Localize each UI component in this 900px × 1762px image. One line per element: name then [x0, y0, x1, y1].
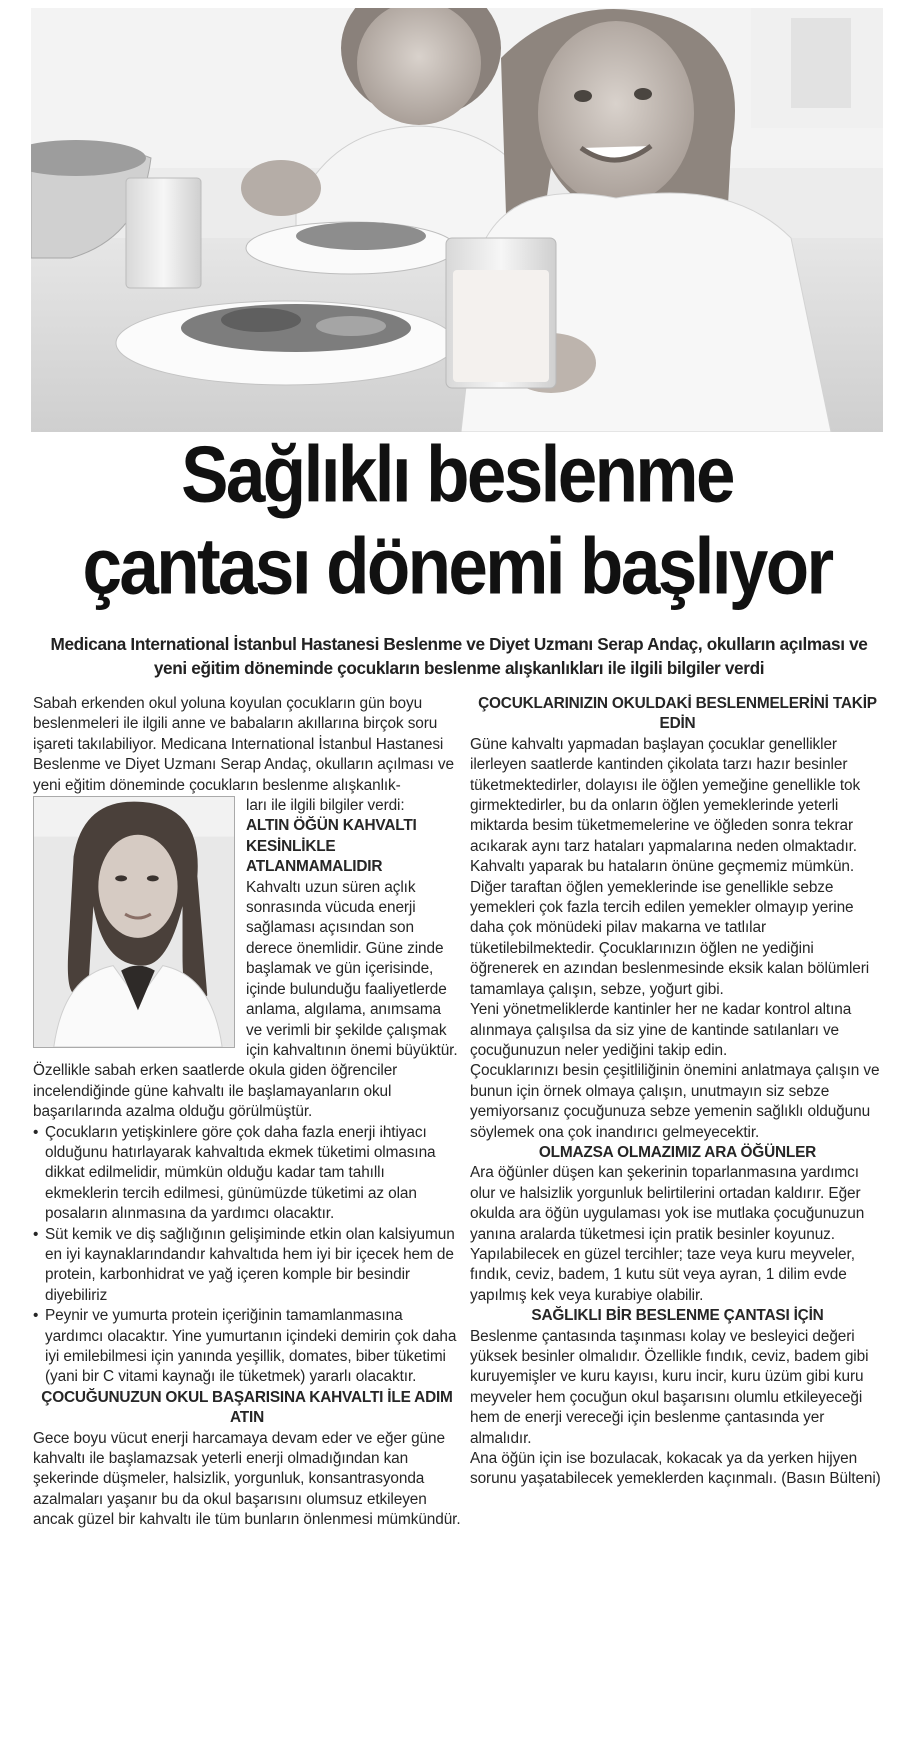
bullet-item-milk: [33, 1225, 461, 1307]
section-heading-lunchbox: SAĞLIKLI BİR BESLENME ÇANTASI İÇİN: [531, 1307, 824, 1325]
article-headline: [31, 430, 883, 614]
bullet-icon: •: [33, 1307, 39, 1325]
bullet-text: Peynir ve yumurta protein içeriğinin tamamlanmasına yardımcı olacaktır. Yine yumurtanın içindeki demirin çok daha iyi emilebilmesi için yanında yeşillik, domates, biber tüketimi (yani bir C vitami kaynağı ile tüketmek) yararlı olacaktır.: [45, 1307, 457, 1386]
portrait-illustration: [34, 797, 234, 1047]
school-success-paragraph: Gece boyu vücut enerji harcamaya devam eder ve eğer güne kahvaltı ile başlamazsak yeterli enerji olmadığından kan şekerinde düşmeler, halsizlik, yorgunluk, konsantrasyonda azalmaları yaşanır bu da okul başarısını olumsuz etkileyen ancak güzel bir kahvaltı ile tüm bunların önlenmesi mümkündür.: [33, 1429, 461, 1529]
hero-photo: [31, 8, 883, 432]
breakfast-paragraph: Kahvaltı uzun süren açlık sonrasında vücuda enerji sağlaması açısından son derece önemlidir. Güne zinde başlamak ve gün içerisinde, içinde bulunduğu faaliyetlerde anlama, algılama, anımsama ve verimli bir şekilde çalışmak için kahvaltının önemi büyüktür. Özellikle sabah erken saatlerde okula giden öğrenciler incelendiğinde güne kahvaltı ile başlamayanların okul başarılarında azalma olduğu görülmüştür.: [33, 878, 458, 1121]
canteen-paragraph: Yeni yönetmeliklerde kantinler her ne kadar kontrol altına alınmaya çalışılsa da siz yine de kantinde satılanları ve çocuğunuzun neler yediğini takip edin.: [470, 1001, 852, 1059]
intro-paragraph-cont: ları ile ilgili bilgiler verdi:: [246, 797, 405, 815]
right-column: [470, 694, 885, 1490]
section-heading-breakfast: ALTIN ÖĞÜN KAHVALTI KESİNLİKLE ATLANMAMALIDIR: [246, 817, 417, 876]
section-heading-snacks: OLMAZSA OLMAZIMIZ ARA ÖĞÜNLER: [538, 1143, 817, 1161]
bullet-text: Çocukların yetişkinlere göre çok daha fazla enerji ihtiyacı olduğunu hatırlayarak kahvaltıda ekmek tüketimi olmasına dikkat edilmelidir, mümkün olduğu kadar tam tahıllı ekmeklerin tercih edilmesi, günümüzde tüketimi az olan posaların alınmasına da yardımcı olacaktır.: [45, 1123, 436, 1223]
headline-line-1: Sağlıklı beslenme: [181, 431, 733, 520]
author-portrait-wrap: [33, 796, 238, 1051]
headline-line-2: çantası dönemi başlıyor: [82, 522, 832, 612]
closing-paragraph: Ana öğün için ise bozulacak, kokacak ya da yerken hijyen sorunu yaşatabilecek yemeklerden kaçınmalı. (Basın Bülteni): [470, 1450, 881, 1488]
bullet-item-bread: [33, 1123, 461, 1225]
bullet-icon: •: [33, 1123, 39, 1141]
follow-nutrition-paragraph: Güne kahvaltı yapmadan başlayan çocuklar genellikler ilerleyen saatlerde kantinden çikolata tarzı hazır besinler tüketmektedirler, dolayısı ile öğlen yemeğine genellikle tok girmektedirler, bu da onların öğlen yemeklerinde yeterli miktarda besim tüketmemelerine ve öğleden sonra tekrar acıkarak aynı tarz hataları yapmalarına neden olmaktadır. Kahvaltı yaparak bu hataların önüne geçmemiz mümkün. Diğer taraftan öğlen yemeklerinde ise genellikle sebze yemekleri çok fazla tercih edilen yemekler olmayıp yerine daha çok mönüdeki pilav makarna ve tatlılar tüketilebilmektedir. Çocuklarınızın öğlen ne yediğini öğrenerek en azından beslenmesinde eksik kalan bölümleri tamamlaya çalışın, sebze, yoğurt gibi.: [470, 735, 870, 998]
bullet-item-cheese-egg: [33, 1306, 461, 1388]
left-column: [33, 694, 461, 1531]
section-heading-follow-nutrition: ÇOCUKLARINIZIN OKULDAKİ BESLENMELERİNİ TAKİP EDİN: [478, 695, 877, 733]
article-lead: Medicana International İstanbul Hastanesi Beslenme ve Diyet Uzmanı Serap Andaç, okulların açılması ve yeni eğitim döneminde çocukların beslenme alışkanlıkları ile ilgili bilgiler verdi: [50, 634, 868, 678]
children-breakfast-illustration: [31, 8, 883, 432]
section-heading-school-success: ÇOCUĞUNUZUN OKUL BAŞARISINA KAHVALTI İLE ADIM ATIN: [41, 1388, 453, 1427]
author-portrait-photo: [33, 796, 235, 1048]
variety-paragraph: Çocuklarınızı besin çeşitliliğinin önemini anlatmaya çalışın ve bunun için örnek olmaya çalışın, unutmayın siz sebze yemiyorsanız çocuğunuza sebze yemenin sağlıklı olduğunu söylemek ona çok inandırıcı gelmeyecektir.: [470, 1062, 880, 1141]
intro-paragraph: Sabah erkenden okul yoluna koyulan çocukların gün boyu beslenmeleri ile ilgili anne ve babaların akıllarına birçok soru işareti takılabiliyor. Medicana International İstanbul Hastanesi Beslenme ve Diyet Uzmanı Serap Andaç, okulların açılması ve yeni eğitim döneminde çocukların beslenme alışkanlık-: [33, 695, 454, 794]
bullet-text: Süt kemik ve diş sağlığının gelişiminde etkin olan kalsiyumun en iyi kaynaklarındandır kahvaltıda hem iyi bir içecek hem de protein, karbonhidrat ve yağ içeren komple bir besindir diyebiliriz: [45, 1225, 455, 1304]
lunchbox-paragraph: Beslenme çantasında taşınması kolay ve besleyici değeri yüksek besinler olmalıdır. Özellikle fındık, ceviz, badem gibi kuruyemişler ve kuru kayısı, kuru incir, kuru üzüm gibi kuru meyveler hem çocuğun okul başarısını olumlu etkileyeceği hem de enerji vereceği için beslenme çantasında yer almalıdır.: [470, 1327, 869, 1447]
bullet-icon: •: [33, 1225, 39, 1243]
snacks-paragraph: Ara öğünler düşen kan şekerinin toparlanmasına yardımcı olur ve halsizlik yorgunluk belirtilerini ortadan kaldırır. Eğer okulda ara öğün uygulaması yok ise mutlaka çocuğunuzun yanına aralarda tüketmesi için pratik besinler koyunuz. Yapılabilecek en güzel tercihler; taze veya kuru meyveler, fındık, ceviz, badem, 1 kutu süt veya ayran, 1 dilim evde yapılmış kek veya kurabiye olabilir.: [470, 1164, 865, 1304]
